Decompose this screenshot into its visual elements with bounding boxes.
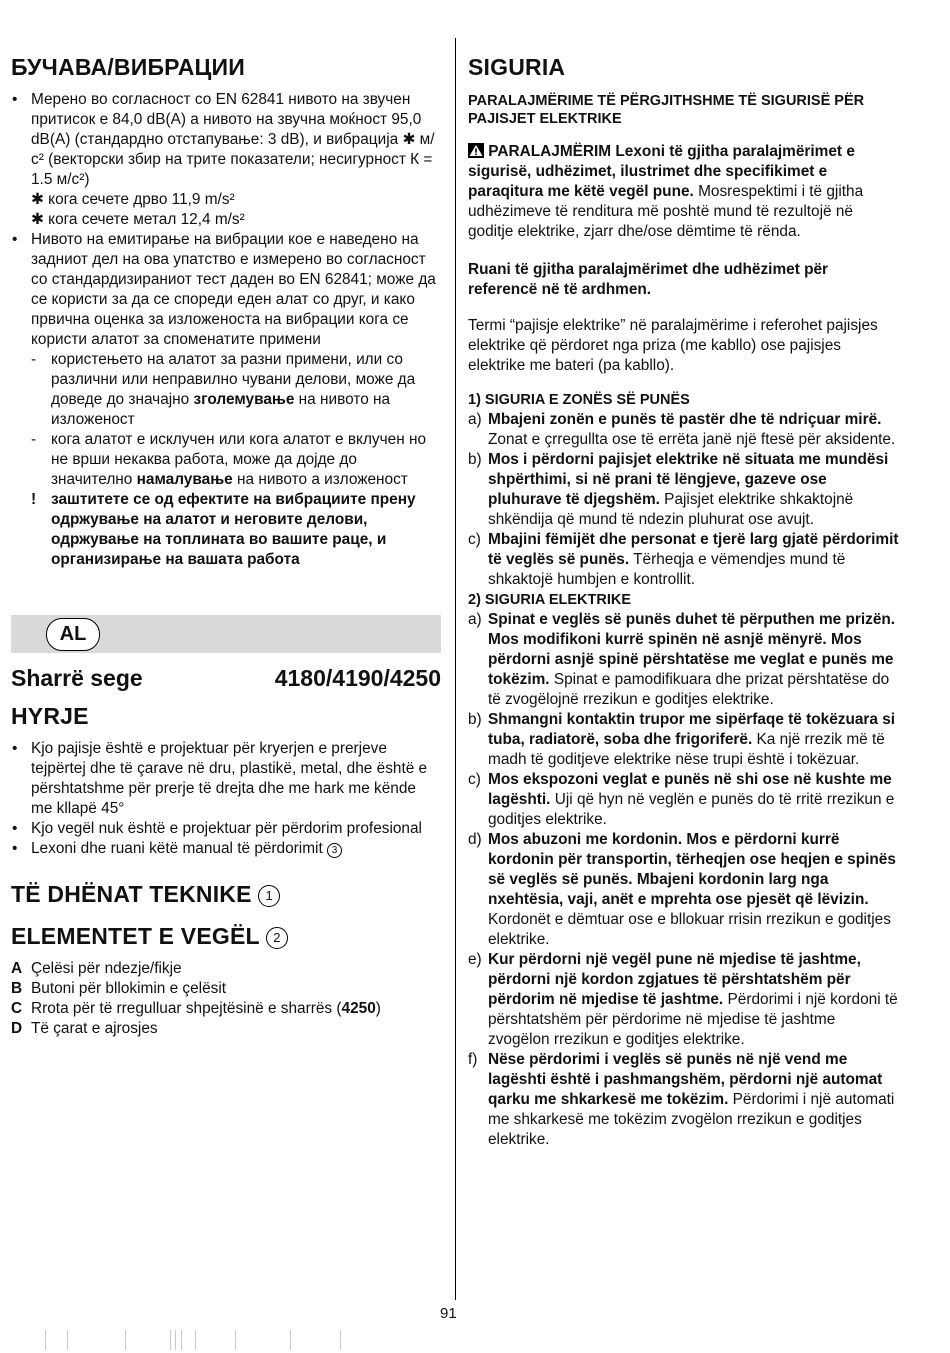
list-item: b) Shmangni kontaktin trupor me sipërfaqe të tokëzuara si tuba, radiatorë, soba dhe frigoriferë. Ka një rrezik më të madh të goditjeve elektrike nëse trupi është i tokëzuar. <box>468 711 896 768</box>
print-marks <box>45 1330 345 1350</box>
list-item: D Të çarat e ajrosjes <box>11 1020 158 1037</box>
list-item <box>11 230 441 350</box>
figure-ref: 3 <box>327 843 342 858</box>
list-item: b) Mos i përdorni pajisjet elektrike në situata me mundësi shpërthimi, si në prani të lëngjeve, gazeve ose pluhurave të djegshëm. Pajisjet elektrike shkaktojnë shkëndija që mund të ndezin pluhurat ose avujt. <box>468 451 889 528</box>
tech-data-title: TË DHËNAT TEKNIKE 1 <box>11 879 441 909</box>
product-name: Sharrë sege <box>11 665 143 691</box>
elements-list <box>11 959 441 1039</box>
language-badge: AL <box>46 618 100 651</box>
left-column-lower <box>11 663 441 1039</box>
vibration-list <box>11 90 441 350</box>
electrical-safety-list <box>468 610 900 1150</box>
list-item: a) Mbajeni zonën e punës të pastër dhe të ndriçuar mirë. Zonat e çrregullta ose të errëta janë një ftesë për aksidente. <box>468 411 896 448</box>
product-header <box>11 663 441 693</box>
figure-ref: 1 <box>258 885 280 907</box>
vibration-wood-value: ✱ кога сечете дрво 11,9 m/s² <box>31 191 235 208</box>
list-item: f) Nëse përdorimi i veglës së punës në një vend me lagështi është i pashmangshëm, përdorni një automat qarku me shkarkesë me tokëzim. Përdorimi i një automati me shkarkesë me tokëzim zvogëlon rrezikun e goditjes elektrike. <box>468 1051 895 1148</box>
right-column <box>468 52 900 1150</box>
term-definition: Termi “pajisje elektrike” në paralajmërime i referohet pajisjes elektrike që përdoret nga priza (me kabllo) ose pajisjes elektrike me bateri (pa kabllo). <box>468 317 878 374</box>
left-column <box>11 52 441 570</box>
list-item: • Lexoni dhe ruani këtë manual të përdorimit 3 <box>11 839 441 859</box>
intro-title: HYRJE <box>11 703 89 729</box>
list-item: B Butoni për bllokimin e çelësit <box>11 980 227 997</box>
keep-instructions: Ruani të gjitha paralajmërimet dhe udhëzimet për referencë në të ardhmen. <box>468 261 829 298</box>
list-item: c) Mos ekspozoni veglat e punës në shi ose në kushte me lagështi. Uji që hyn në veglën e punës do të rritë rrezikun e goditjes elektrike. <box>468 771 895 828</box>
noise-vibration-title: БУЧАВА/ВИБРАЦИИ <box>11 54 245 80</box>
list-item: d) Mos abuzoni me kordonin. Mos e përdorni kurrë kordonin për transportin, tërheqjen ose heqjen e spinës së veglës së punës. Mbajeni kordonin larg nga nxehtësia, vaji, anët e mprehta ose pjesët që lëvizin. Kordonët e dëmtuar ose e bllokuar rrisin rrezikun e goditjes elektrike. <box>468 831 896 948</box>
vibration-text-2: Нивото на емитирање на вибрации кое е наведено на задниот дел на ова упатство е измерено во согласност со стандардизираниот тест даден во EN 62841; може да се користи за да се спореди еден алат со друг, и како првична оценка за изложеноста на вибрации кога се користи алатот за споменатите примени <box>31 231 436 348</box>
work-area-list <box>468 410 900 590</box>
dash-item: - кога алатот е исклучен или кога алатот е вклучен но не врши некаква работа, може да дојде до значително намалување на нивото а изложеност <box>31 431 427 488</box>
safety-subtitle: PARALAJMËRIME TË PËRGJITHSHME TË SIGURISË PËR PAJISJET ELEKTRIKE <box>468 93 865 127</box>
list-item: e) Kur përdorni një vegël pune në mjedise të jashtme, përdorni një kordon zgjatues të përshtatshëm për përdorim në mjedise të jashtme. Përdorimi i një kordoni të përshtatshëm për përdorime në mjedise të jashtme zvogëlon rrezikun e goditjes elektrike. <box>468 951 898 1048</box>
list-item: A Çelësi për ndezje/fikje <box>11 960 182 977</box>
list-item: C Rrota për të rregulluar shpejtësinë e sharrës (4250) <box>11 1000 381 1017</box>
general-warning: PARALAJMËRIM Lexoni të gjitha paralajmërimet e sigurisë, udhëzimet, ilustrimet dhe specifikimet e paraqitura me këtë vegël pune. Mosrespektimi i të gjitha udhëzimeve të renditura më poshtë mund të rezultojë në goditje elektrike, zjarr dhe/ose dëmtime të rënda. <box>468 143 864 240</box>
figure-ref: 2 <box>266 927 288 949</box>
language-bar <box>11 615 441 653</box>
section-title: 2) SIGURIA ELEKTRIKE <box>468 592 632 608</box>
list-item: a) Spinat e veglës së punës duhet të përputhen me prizën. Mos modifikoni kurrë spinën në asnjë mënyrë. Mos përdorni asnjë spinë përshtatëse me veglat e punës me tokëzim. Spinat e pamodifikuara dhe prizat përshtatëse do të zvogëlojnë rrezikun e goditjes elektrike. <box>468 611 896 708</box>
vibration-text-1: Мерено во согласност со EN 62841 нивото на звучен притисок е 84,0 dB(A) а нивото на звучна моќност 95,0 dB(A) (стандардно отстапување: 3 dB), и вибрација ✱ м/с² (векторски збир на трите показатели; несигурност К = 1.5 м/с²) <box>31 91 435 188</box>
elements-title: ELEMENTET E VEGËL 2 <box>11 921 441 951</box>
column-divider <box>455 38 456 1300</box>
warning-item: ! заштитете се од ефектите на вибрациите прену одржување на алатот и неговите делови, одржување на топлината во вашите раце, и организирање на вашата работа <box>31 491 416 568</box>
list-item: • Kjo vegël nuk është e projektuar për përdorim profesional <box>11 819 441 839</box>
dash-item: - користењето на алатот за разни примени, или со различни или неправилно чувани делови, може да доведе до значајно зголемување на нивото на изложеност <box>31 351 416 428</box>
warning-icon <box>468 143 484 158</box>
intro-list <box>11 739 441 859</box>
vibration-metal-value: ✱ кога сечете метал 12,4 m/s² <box>31 211 245 228</box>
list-item: • Kjo pajisje është e projektuar për kryerjen e prerjeve tejpërtej dhe të çarave në dru, plastikë, metal, dhe është e përshtatshme për prerje të drejta dhe me hark me kënde me kllapë 45° <box>11 739 441 819</box>
list-item <box>11 90 441 230</box>
safety-title: SIGURIA <box>468 54 566 80</box>
product-models: 4180/4190/4250 <box>274 665 441 691</box>
page-number: 91 <box>440 1305 457 1322</box>
list-item: c) Mbajini fëmijët dhe personat e tjerë larg gjatë përdorimit të veglës së punës. Tërheqja e vëmendjes mund të shkaktojë humbjen e kontrollit. <box>468 531 899 588</box>
section-title: 1) SIGURIA E ZONËS SË PUNËS <box>468 392 690 408</box>
